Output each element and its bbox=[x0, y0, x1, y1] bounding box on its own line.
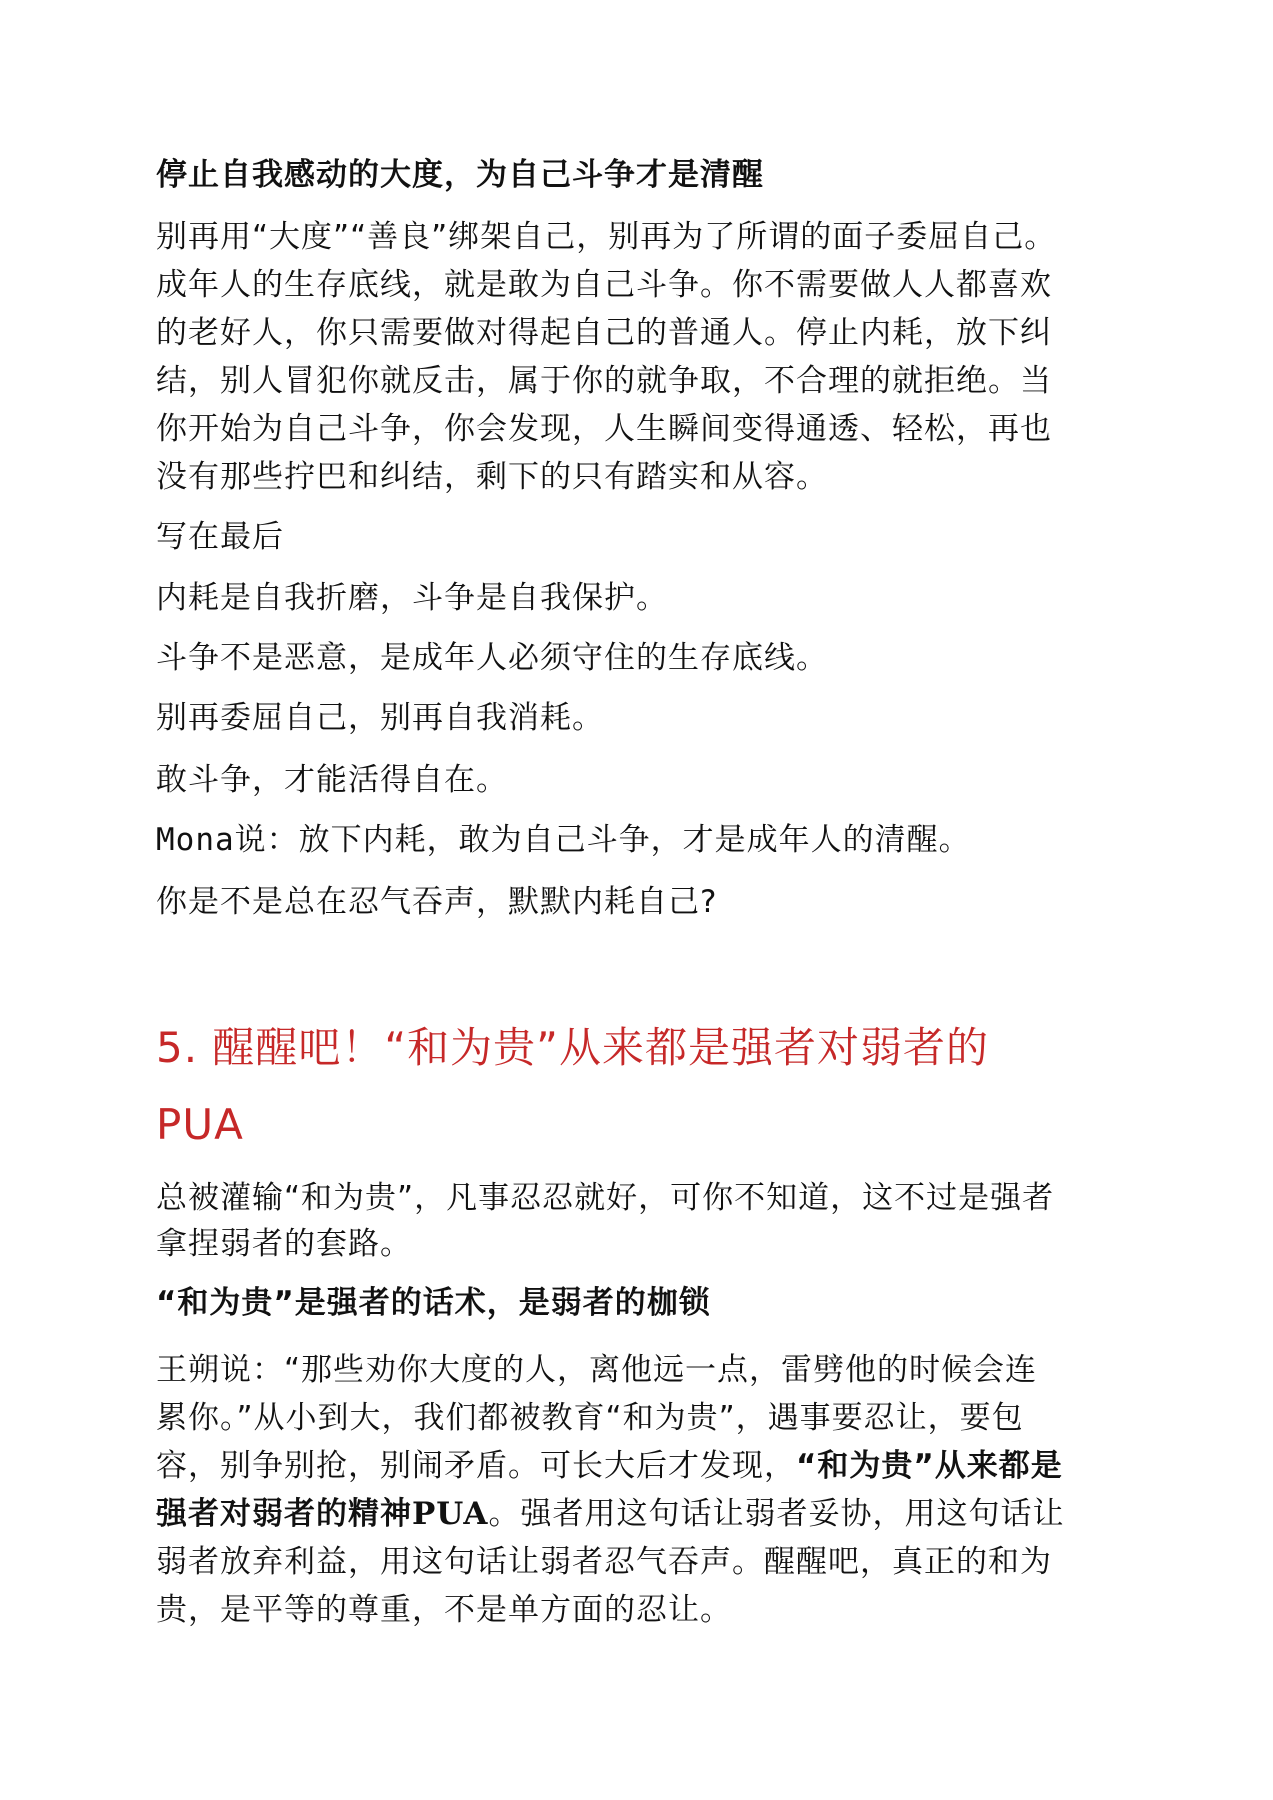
body-emphasis: “和为贵”从来都是 bbox=[796, 1448, 1063, 1484]
body-line: 累你。”从小到大，我们都被教育“和为贵”，遇事要忍让，要包 bbox=[156, 1400, 1024, 1436]
paragraph-line: 的老好人，你只需要做对得起自己的普通人。停止内耗，放下纠 bbox=[156, 315, 1052, 351]
paragraph-line: 成年人的生存底线，就是敢为自己斗争。你不需要做人人都喜欢 bbox=[156, 267, 1052, 303]
section5-intro-line: 拿捏弱者的套路。 bbox=[156, 1226, 412, 1262]
paragraph-line: 你开始为自己斗争，你会发现，人生瞬间变得通透、轻松，再也 bbox=[156, 411, 1052, 447]
body-text: 容，别争别抢，别闹矛盾。可长大后才发现， bbox=[156, 1448, 796, 1484]
closing-line: 斗争不是恶意，是成年人必须守住的生存底线。 bbox=[156, 640, 828, 676]
body-line bbox=[156, 1446, 1063, 1486]
section-heading: 停止自我感动的大度，为自己斗争才是清醒 bbox=[156, 157, 764, 193]
body-line: 弱者放弃利益，用这句话让弱者忍气吞声。醒醒吧，真正的和为 bbox=[156, 1544, 1052, 1580]
mona-quote-line bbox=[156, 820, 971, 860]
closing-title: 写在最后 bbox=[156, 519, 284, 555]
section5-title-line1: 5. 醒醒吧！“和为贵”从来都是强者对弱者的 bbox=[156, 1023, 989, 1072]
closing-line: 内耗是自我折磨，斗争是自我保护。 bbox=[156, 580, 668, 616]
body-line bbox=[156, 1494, 1064, 1534]
closing-line: 敢斗争，才能活得自在。 bbox=[156, 762, 508, 798]
closing-question: 你是不是总在忍气吞声，默默内耗自己? bbox=[156, 884, 718, 920]
mona-name: Mona bbox=[156, 822, 235, 858]
mona-quote: 说：放下内耗，敢为自己斗争，才是成年人的清醒。 bbox=[234, 822, 971, 858]
body-line: 贵，是平等的尊重，不是单方面的忍让。 bbox=[156, 1592, 732, 1628]
paragraph-line: 别再用“大度”“善良”绑架自己，别再为了所谓的面子委屈自己。 bbox=[156, 219, 1057, 255]
body-text: 。强者用这句话让弱者妥协，用这句话让 bbox=[488, 1496, 1065, 1532]
section5-intro-line: 总被灌输“和为贵”，凡事忍忍就好，可你不知道，这不过是强者 bbox=[156, 1180, 1055, 1216]
paragraph-line: 没有那些拧巴和纠结，剩下的只有踏实和从容。 bbox=[156, 459, 828, 495]
body-emphasis-latin: PUA bbox=[412, 1496, 489, 1532]
body-emphasis: 强者对弱者的精神 bbox=[156, 1496, 412, 1532]
section5-subheading: “和为贵”是强者的话术，是弱者的枷锁 bbox=[156, 1285, 711, 1321]
body-line: 王朔说：“那些劝你大度的人，离他远一点，雷劈他的时候会连 bbox=[156, 1352, 1038, 1388]
section5-title-line2: PUA bbox=[156, 1100, 244, 1149]
paragraph-line: 结，别人冒犯你就反击，属于你的就争取，不合理的就拒绝。当 bbox=[156, 363, 1052, 399]
closing-line: 别再委屈自己，别再自我消耗。 bbox=[156, 700, 604, 736]
document-page bbox=[156, 0, 1146, 1800]
